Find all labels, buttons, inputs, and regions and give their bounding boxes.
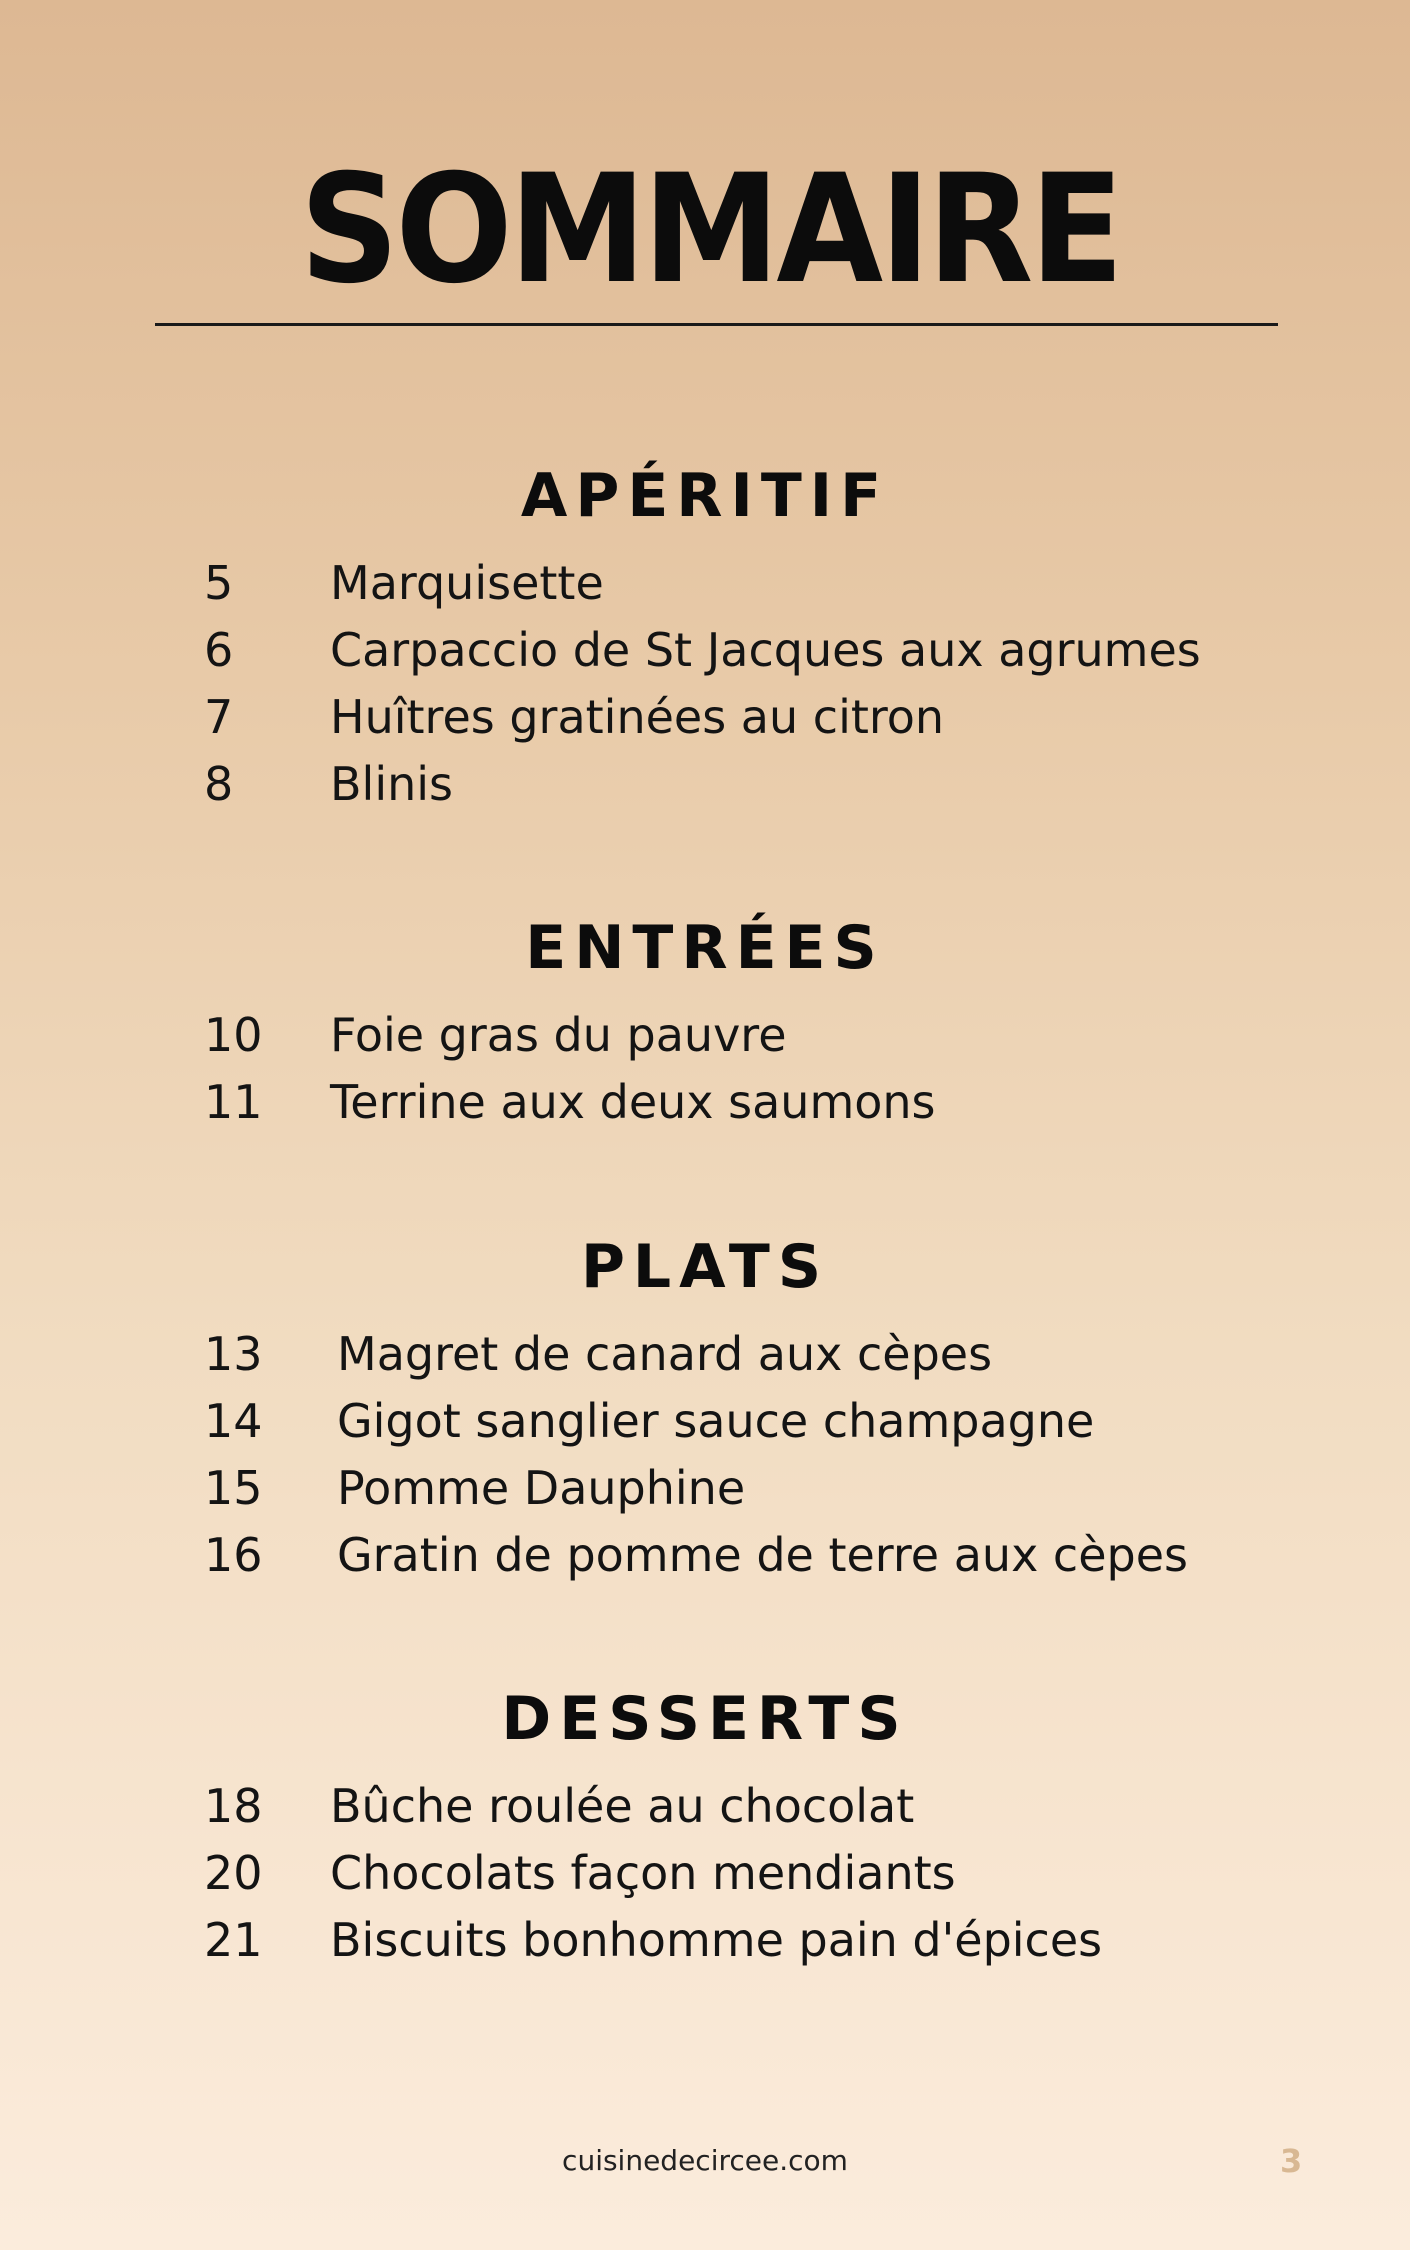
entry-title: Carpaccio de St Jacques aux agrumes [330,623,1201,677]
section-plats [0,1231,1410,1589]
toc-entry[interactable] [0,684,1410,751]
section-entrees [0,912,1410,1136]
toc-entry[interactable] [0,1321,1410,1388]
entry-title: Terrine aux deux saumons [330,1075,936,1129]
entry-page-number: 13 [204,1327,263,1381]
section-heading: DESSERTS [501,1684,909,1754]
entry-title: Huîtres gratinées au citron [330,690,945,744]
entry-list [0,1773,1410,1974]
toc-entry[interactable] [0,1002,1410,1069]
toc-entry[interactable] [0,1388,1410,1455]
entry-title: Pomme Dauphine [337,1461,746,1515]
entry-title: Chocolats façon mendiants [330,1846,956,1900]
entry-page-number: 11 [204,1075,263,1129]
entry-list [0,1002,1410,1136]
footer-website: cuisinedecircee.com [562,2144,848,2177]
toc-entry[interactable] [0,1522,1410,1589]
toc-entry[interactable] [0,1840,1410,1907]
entry-title: Blinis [330,757,454,811]
section-heading: ENTRÉES [525,913,885,983]
title-divider [155,323,1278,326]
entry-title: Biscuits bonhomme pain d'épices [330,1913,1103,1967]
entry-page-number: 10 [204,1008,263,1062]
entry-title: Foie gras du pauvre [330,1008,787,1062]
toc-entry[interactable] [0,1773,1410,1840]
toc-entry[interactable] [0,1907,1410,1974]
section-desserts [0,1683,1410,1974]
entry-page-number: 15 [204,1461,263,1515]
entry-page-number: 16 [204,1528,263,1582]
toc-entry[interactable] [0,550,1410,617]
entry-list [0,1321,1410,1589]
entry-title: Marquisette [330,556,604,610]
section-aperitif [0,460,1410,818]
entry-page-number: 21 [204,1913,263,1967]
footer-page-number: 3 [1280,2142,1303,2180]
toc-entry[interactable] [0,617,1410,684]
entry-title: Magret de canard aux cèpes [337,1327,993,1381]
entry-page-number: 7 [204,690,234,744]
entry-page-number: 6 [204,623,234,677]
section-heading: PLATS [580,1232,830,1302]
page-title: SOMMAIRE [299,143,1121,317]
section-heading: APÉRITIF [520,461,890,531]
toc-entry[interactable] [0,751,1410,818]
entry-title: Bûche roulée au chocolat [330,1779,915,1833]
entry-title: Gratin de pomme de terre aux cèpes [337,1528,1188,1582]
entry-page-number: 5 [204,556,234,610]
entry-title: Gigot sanglier sauce champagne [337,1394,1095,1448]
entry-page-number: 20 [204,1846,263,1900]
toc-entry[interactable] [0,1455,1410,1522]
entry-list [0,550,1410,818]
entry-page-number: 8 [204,757,234,811]
entry-page-number: 18 [204,1779,263,1833]
toc-entry[interactable] [0,1069,1410,1136]
entry-page-number: 14 [204,1394,263,1448]
